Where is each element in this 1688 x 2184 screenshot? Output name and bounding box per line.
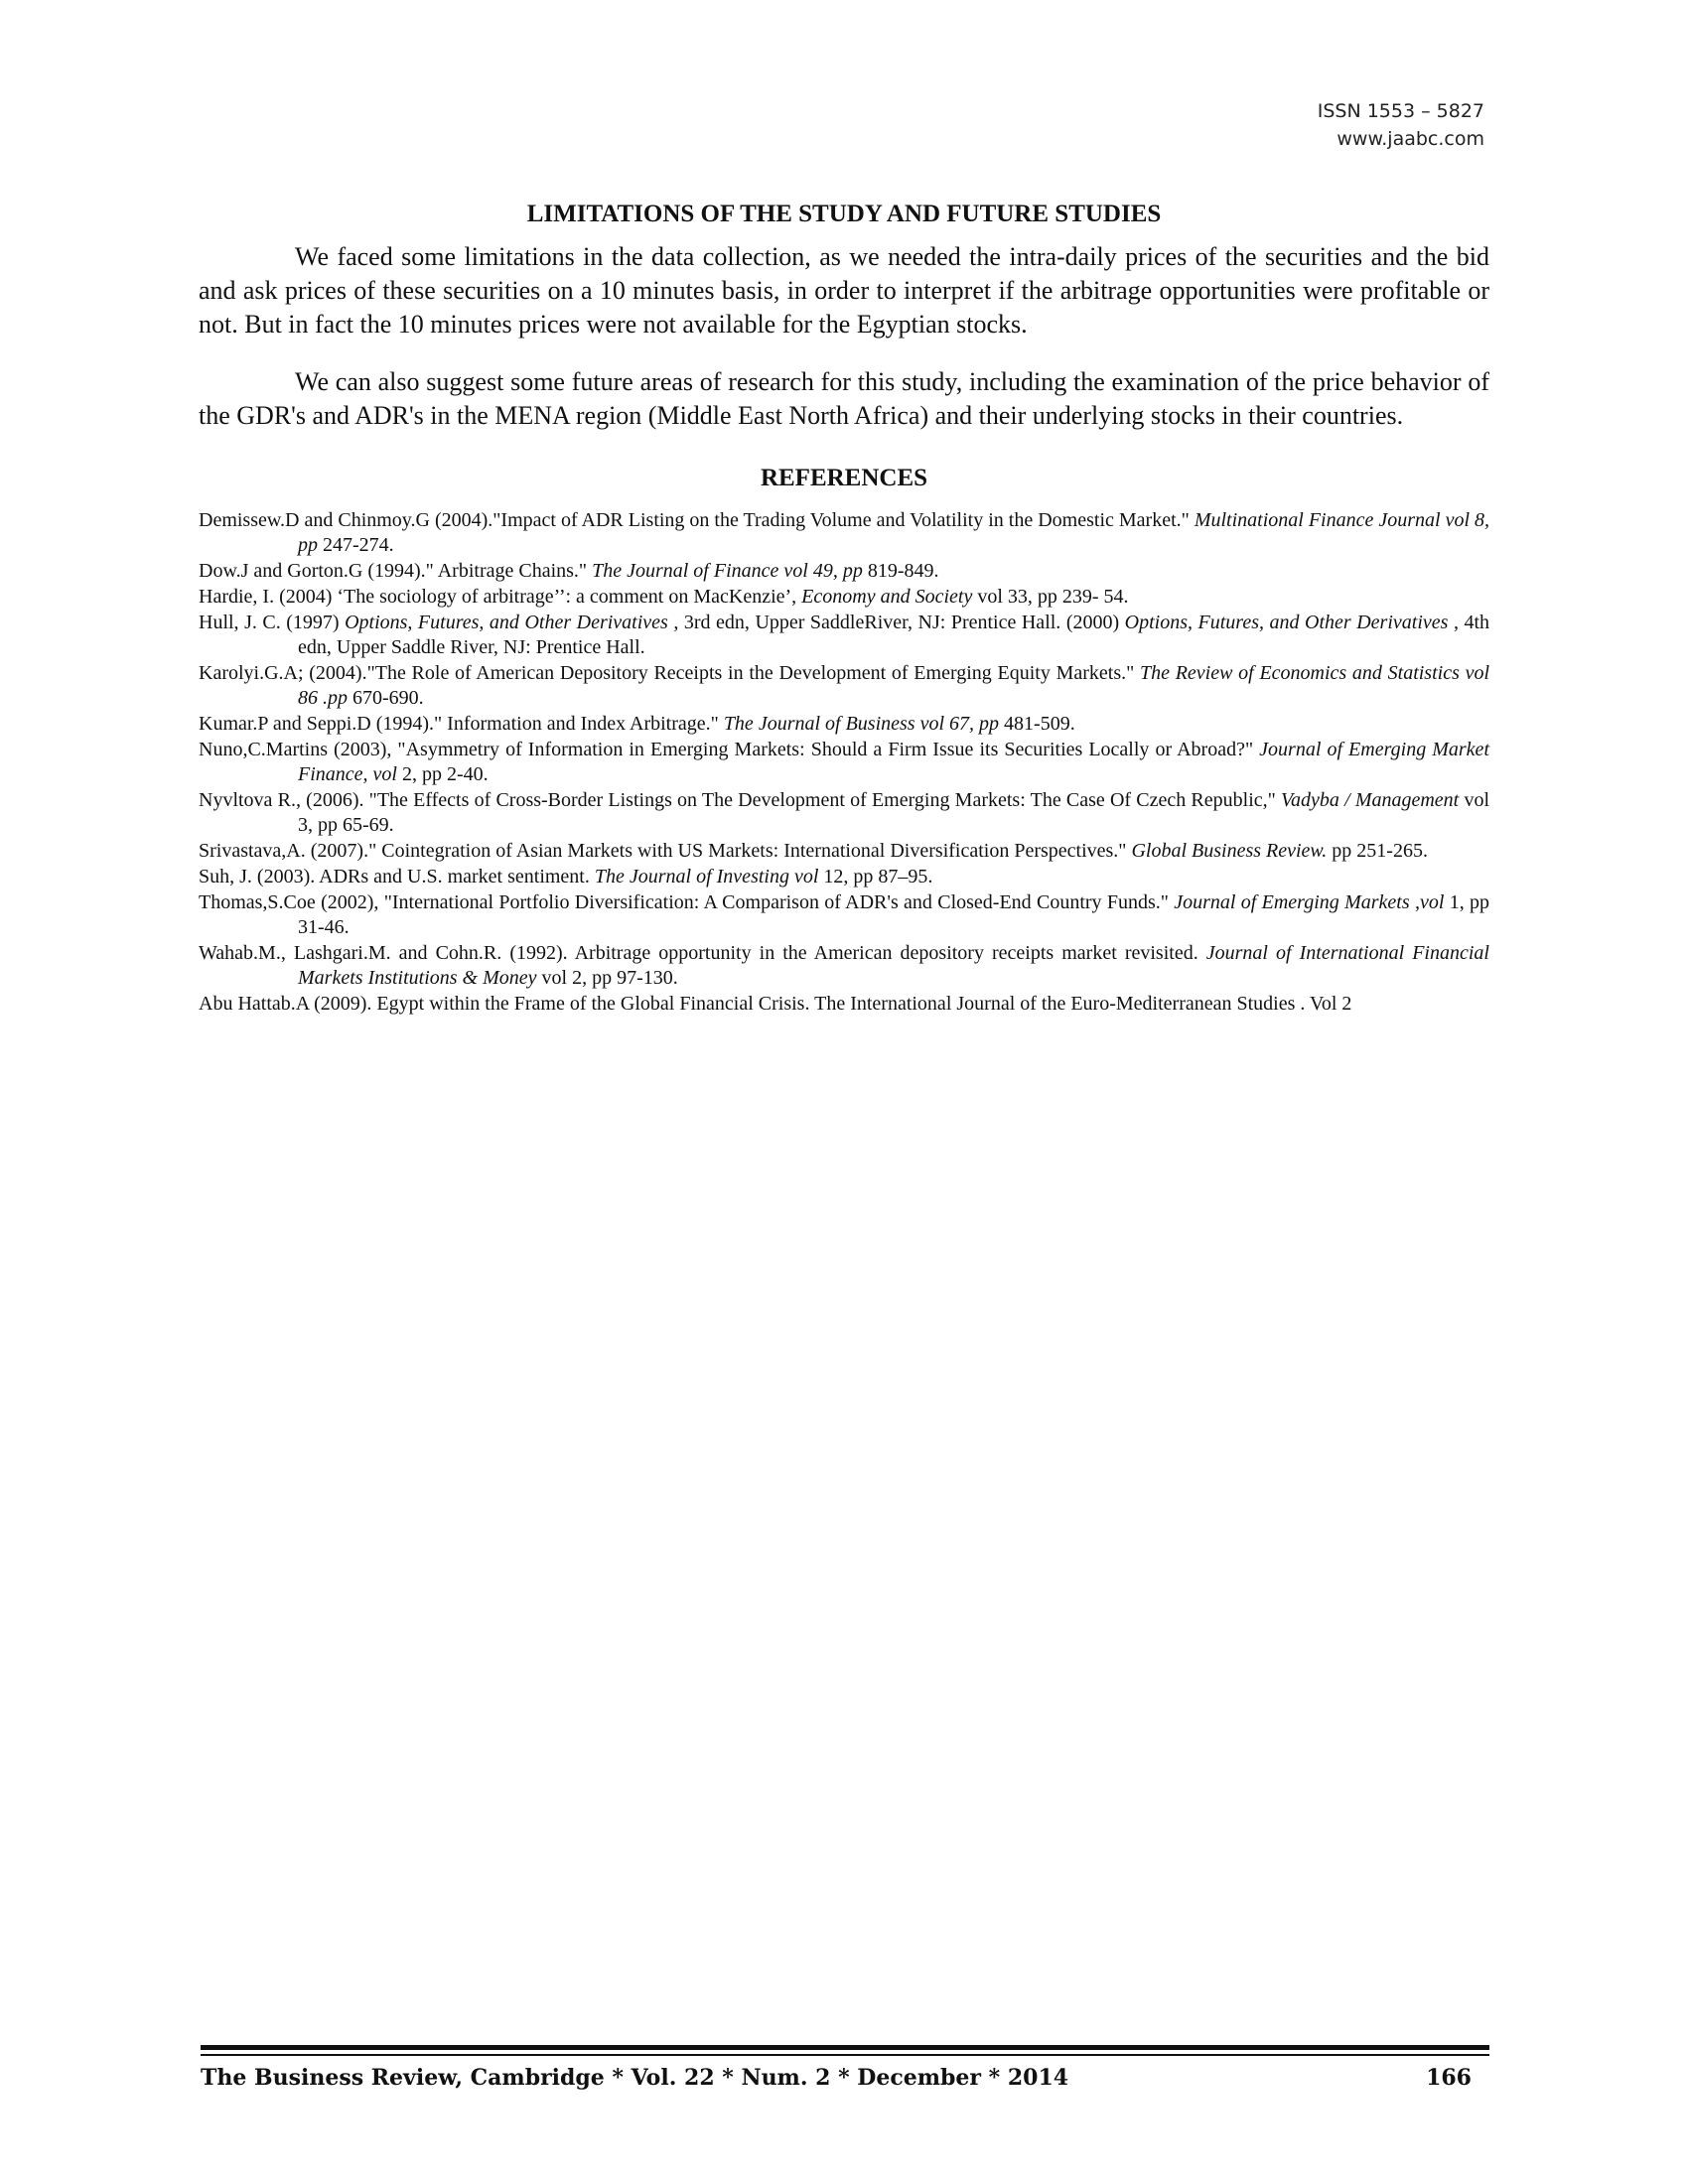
journal-citation: The Business Review, Cambridge * Vol. 22 * Num. 2 * December * 2014	[201, 2065, 1069, 2091]
reference-item: Dow.J and Gorton.G (1994)." Arbitrage Chains." The Journal of Finance vol 49, pp 819-849.	[199, 560, 939, 582]
page-footer	[201, 2063, 1472, 2093]
reference-item: Nyvltova R., (2006). "The Effects of Cross-Border Listings on The Development of Emerging Markets: The Case Of Czech Republic," Vadyba / Management vol 3, pp 65-69.	[199, 789, 1490, 836]
website-url: www.jaabc.com	[1336, 128, 1484, 150]
reference-item: Nuno,C.Martins (2003), "Asymmetry of Information in Emerging Markets: Should a Firm Issue its Securities Locally or Abroad?" Journal of Emerging Market Finance, vol 2, pp 2-40.	[199, 739, 1489, 785]
reference-item: Wahab.M., Lashgari.M. and Cohn.R. (1992). Arbitrage opportunity in the American depository receipts market revisited. Journal of International Financial Markets Institutions & Money vol 2, pp 97-130.	[199, 942, 1489, 989]
page-header	[1318, 97, 1484, 153]
reference-item: Hardie, I. (2004) ‘The sociology of arbitrage’’: a comment on MacKenzie’, Economy and Society vol 33, pp 239- 54.	[199, 586, 1129, 608]
page-number: 166	[1426, 2065, 1472, 2091]
limitations-heading: LIMITATIONS OF THE STUDY AND FUTURE STUDIES	[526, 201, 1162, 227]
limitations-paragraph-1: We faced some limitations in the data collection, as we needed the intra-daily prices of the securities and the bid and ask prices of these securities on a 10 minutes basis, in order to interpret if the arbitrage opportunities were profitable or not. But in fact the 10 minutes prices were not available for the Egyptian stocks.	[199, 242, 1489, 339]
reference-item: Suh, J. (2003). ADRs and U.S. market sentiment. The Journal of Investing vol 12, pp 87–95.	[199, 866, 933, 887]
references-heading: REFERENCES	[760, 465, 928, 491]
issn-text: ISSN 1553 – 5827	[1317, 100, 1484, 122]
references-list	[199, 508, 1489, 1017]
reference-item: Srivastava,A. (2007)." Cointegration of Asian Markets with US Markets: International Diversification Perspectives." Global Business Review. pp 251-265.	[199, 840, 1428, 862]
reference-item: Thomas,S.Coe (2002), "International Portfolio Diversification: A Comparison of ADR's and Closed-End Country Funds." Journal of Emerging Markets ,vol 1, pp 31-46.	[199, 891, 1490, 938]
reference-item: Kumar.P and Seppi.D (1994)." Information and Index Arbitrage." The Journal of Business vol 67, pp 481-509.	[199, 713, 1075, 735]
main-content	[199, 199, 1489, 1018]
limitations-paragraph-2: We can also suggest some future areas of research for this study, including the examination of the price behavior of the GDR's and ADR's in the MENA region (Middle East North Africa) and their underlying stocks in their countries.	[199, 367, 1489, 430]
footer-divider	[201, 2045, 1489, 2050]
reference-item: Abu Hattab.A (2009). Egypt within the Frame of the Global Financial Crisis. The International Journal of the Euro-Mediterranean Studies . Vol 2	[199, 993, 1352, 1015]
reference-item: Karolyi.G.A; (2004)."The Role of American Depository Receipts in the Development of Emerging Equity Markets." The Review of Economics and Statistics vol 86 .pp 670-690.	[199, 662, 1490, 709]
footer-divider-thin	[201, 2054, 1489, 2056]
reference-item: Hull, J. C. (1997) Options, Futures, and Other Derivatives , 3rd edn, Upper SaddleRiver, NJ: Prentice Hall. (2000) Options, Futures, and Other Derivatives , 4th edn, Upper Saddle River, NJ: Prentice Hall.	[199, 612, 1490, 658]
reference-item: Demissew.D and Chinmoy.G (2004)."Impact of ADR Listing on the Trading Volume and Volatility in the Domestic Market." Multinational Finance Journal vol 8, pp 247-274.	[199, 509, 1490, 556]
